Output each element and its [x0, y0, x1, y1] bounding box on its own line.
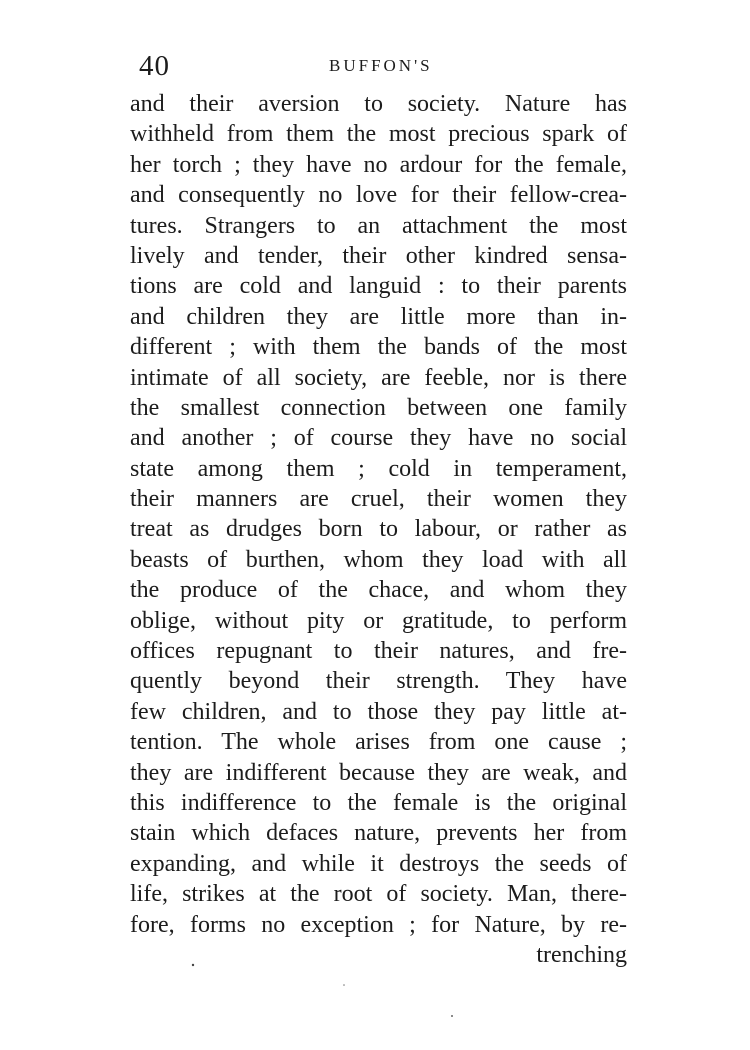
text-line: withheld from them the most precious spark of [130, 121, 627, 148]
text-line: and another ; of course they have no social [130, 425, 627, 452]
text-line: and children they are little more than in- [130, 303, 627, 330]
page-number: 40 [139, 50, 170, 82]
text-line: and their aversion to society. Nature has [130, 91, 627, 117]
text-line: the smallest connection between one family [130, 394, 627, 421]
text-line: and consequently no love for their fellow-crea- [130, 182, 627, 209]
text-line: this indifference to the female is the original [130, 789, 627, 816]
text-line: few children, and to those they pay little at- [130, 698, 627, 725]
text-line: tions are cold and languid : to their parents [130, 273, 627, 300]
text-line: treat as drudges born to labour, or rather as [130, 516, 627, 543]
text-line: stain which defaces nature, prevents her from [130, 820, 627, 847]
running-title: BUFFON'S [329, 56, 433, 75]
text-line: oblige, without pity or gratitude, to perform [130, 607, 627, 634]
text-line: expanding, and while it destroys the seeds of [130, 850, 627, 877]
text-line: beasts of burthen, whom they load with all [130, 546, 627, 573]
text-line: different ; with them the bands of the most [130, 334, 627, 361]
text-line: her torch ; they have no ardour for the female, [130, 151, 627, 178]
text-line: life, strikes at the root of society. Man, there- [130, 881, 627, 908]
catchword: trenching [536, 941, 627, 968]
text-line: state among them ; cold in temperament, [130, 455, 627, 482]
text-line: tures. Strangers to an attachment the most [130, 212, 627, 239]
text-line: intimate of all society, are feeble, nor is there [130, 364, 627, 391]
text-line: offices repugnant to their natures, and fre- [130, 638, 627, 665]
paper-speck [451, 1015, 453, 1017]
text-line: quently beyond their strength. They have [130, 668, 627, 695]
text-line: tention. The whole arises from one cause ; [130, 729, 627, 756]
text-line: their manners are cruel, their women they [130, 486, 627, 513]
text-line: lively and tender, their other kindred sensa- [130, 242, 627, 269]
text-line: fore, forms no exception ; for Nature, by re- [130, 911, 627, 938]
running-head [139, 48, 629, 84]
paper-speck [343, 984, 345, 986]
text-line: they are indifferent because they are weak, and [130, 759, 627, 786]
body-text [130, 89, 627, 970]
text-line: the produce of the chace, and whom they [130, 577, 627, 604]
